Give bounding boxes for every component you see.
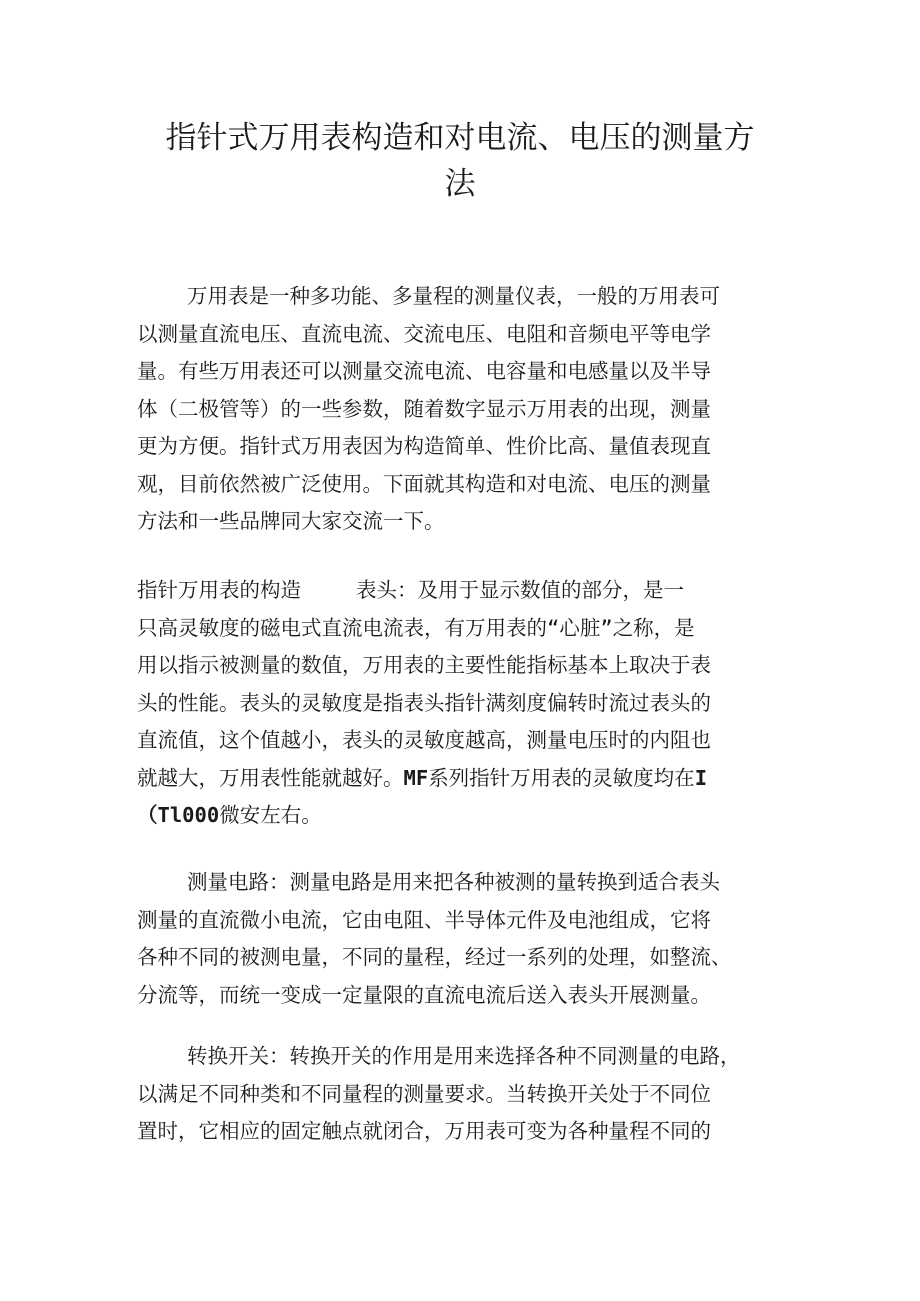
paragraph-meter-structure [137,572,827,835]
text-line: 直流值，这个值越小，表头的灵敏度越高，测量电压时的内阻也 [137,728,711,752]
text-segment: I [694,765,708,790]
document-title [130,115,790,207]
text-line: 方法和一些品牌同大家交流一下。 [137,509,445,533]
sensitivity-value: （Tl000 [137,803,220,827]
text-line: 以测量直流电压、直流电流、交流电压、电阻和音频电平等电学 [137,321,711,346]
text-segment: 表头：及用于显示数值的部分，是一 [356,578,684,602]
text-line: 测量的直流微小电流，它由电阻、半导体元件及电池组成，它将 [137,907,711,932]
paragraph-selector-switch [137,1038,827,1151]
text-line: 只高灵敏度的磁电式直流电流表，有万用表的“心脏”之称，是 [137,615,695,640]
title-line: 指针式万用表构造和对电流、电压的测量方 [165,120,755,156]
text-line: 体（二极管等）的一些参数，随着数字显示万用表的出现，测量 [137,396,711,421]
text-line: 以满足不同种类和不同量程的测量要求。当转换开关处于不同位 [137,1081,711,1106]
model-code: MF [403,765,429,790]
text-line: 头的性能。表头的灵敏度是指表头指针满刻度偏转时流过表头的 [137,690,711,715]
text-line: 置时，它相应的固定触点就闭合，万用表可变为各种量程不同的 [137,1119,711,1143]
text-line [137,797,827,835]
paragraph-intro [137,278,827,541]
text-line: 各种不同的被测电量，不同的量程，经过一系列的处理，如整流、 [137,945,732,969]
text-line: 转换开关：转换开关的作用是用来选择各种不同测量的电路， [187,1044,741,1068]
text-segment: 就越大，万用表性能就越好。 [137,765,404,790]
text-line: 量。有些万用表还可以测量交流电流、电容量和电感量以及半导 [137,359,711,383]
text-line: 测量电路：测量电路是用来把各种被测的量转换到适合表头 [187,870,720,894]
text-line: 用以指示被测量的数值，万用表的主要性能指标基本上取决于表 [137,653,711,677]
text-segment: 微安左右。 [219,803,322,827]
text-line: 分流等，而统一变成一定量限的直流电流后送入表头开展测量。 [137,982,711,1007]
text-line [137,572,827,610]
text-line: 观，目前依然被广泛使用。下面就其构造和对电流、电压的测量 [137,471,711,496]
title-line: 法 [444,166,476,202]
text-line: 万用表是一种多功能、多量程的测量仪表，一般的万用表可 [187,284,720,308]
text-line [137,760,827,798]
text-line: 更为方便。指针式万用表因为构造简单、性价比高、量值表现直 [137,434,711,458]
section-heading: 指针万用表的构造 [137,578,301,602]
paragraph-measuring-circuit [137,864,827,1014]
text-segment: 系列指针万用表的灵敏度均在 [428,765,695,790]
